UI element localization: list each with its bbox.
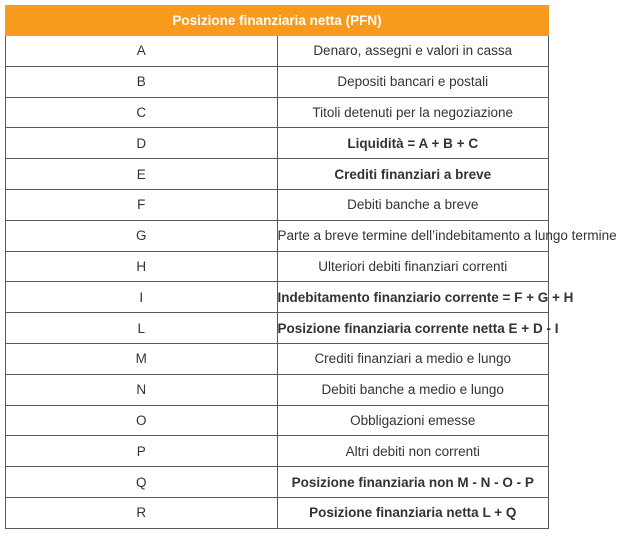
table-row (6, 251, 549, 282)
row-code: L (6, 313, 278, 344)
row-description: Posizione finanziaria non M - N - O - P (277, 467, 549, 498)
row-code: A (6, 36, 278, 67)
table-row (6, 374, 549, 405)
table-row (6, 497, 549, 528)
table-row (6, 436, 549, 467)
table-title: Posizione finanziaria netta (PFN) (6, 6, 549, 36)
row-code: P (6, 436, 278, 467)
table-row (6, 189, 549, 220)
table-row (6, 343, 549, 374)
row-code: I (6, 282, 278, 313)
row-description: Posizione finanziaria corrente netta E + D - I (277, 313, 549, 344)
row-code: E (6, 159, 278, 190)
row-code: F (6, 189, 278, 220)
table-row (6, 467, 549, 498)
table-row (6, 220, 549, 251)
row-code: O (6, 405, 278, 436)
table-row (6, 66, 549, 97)
row-code: B (6, 66, 278, 97)
row-description: Depositi bancari e postali (277, 66, 549, 97)
row-description: Parte a breve termine dell’indebitamento a lungo termine (277, 220, 549, 251)
table-row (6, 36, 549, 67)
table-body (6, 36, 617, 529)
row-code: H (6, 251, 278, 282)
row-code: M (6, 343, 278, 374)
row-code: N (6, 374, 278, 405)
row-code: R (6, 497, 278, 528)
row-description: Debiti banche a breve (277, 189, 549, 220)
row-description: Altri debiti non correnti (277, 436, 549, 467)
table-row (6, 282, 549, 313)
row-description: Titoli detenuti per la negoziazione (277, 97, 549, 128)
row-description: Obbligazioni emesse (277, 405, 549, 436)
row-description: Ulteriori debiti finanziari correnti (277, 251, 549, 282)
row-description: Crediti finanziari a breve (277, 159, 549, 190)
row-description: Debiti banche a medio e lungo (277, 374, 549, 405)
row-description: Denaro, assegni e valori in cassa (277, 36, 549, 67)
row-description: Liquidità = A + B + C (277, 128, 549, 159)
row-description: Indebitamento finanziario corrente = F + G + H (277, 282, 549, 313)
row-description: Crediti finanziari a medio e lungo (277, 343, 549, 374)
row-code: G (6, 220, 278, 251)
pfn-table (5, 5, 617, 529)
table-row (6, 128, 549, 159)
table-row (6, 159, 549, 190)
row-code: C (6, 97, 278, 128)
row-description: Posizione finanziaria netta L + Q (277, 497, 549, 528)
table-row (6, 405, 549, 436)
table-header-row (6, 6, 549, 36)
table-row (6, 313, 549, 344)
row-code: Q (6, 467, 278, 498)
table-row (6, 97, 549, 128)
row-code: D (6, 128, 278, 159)
